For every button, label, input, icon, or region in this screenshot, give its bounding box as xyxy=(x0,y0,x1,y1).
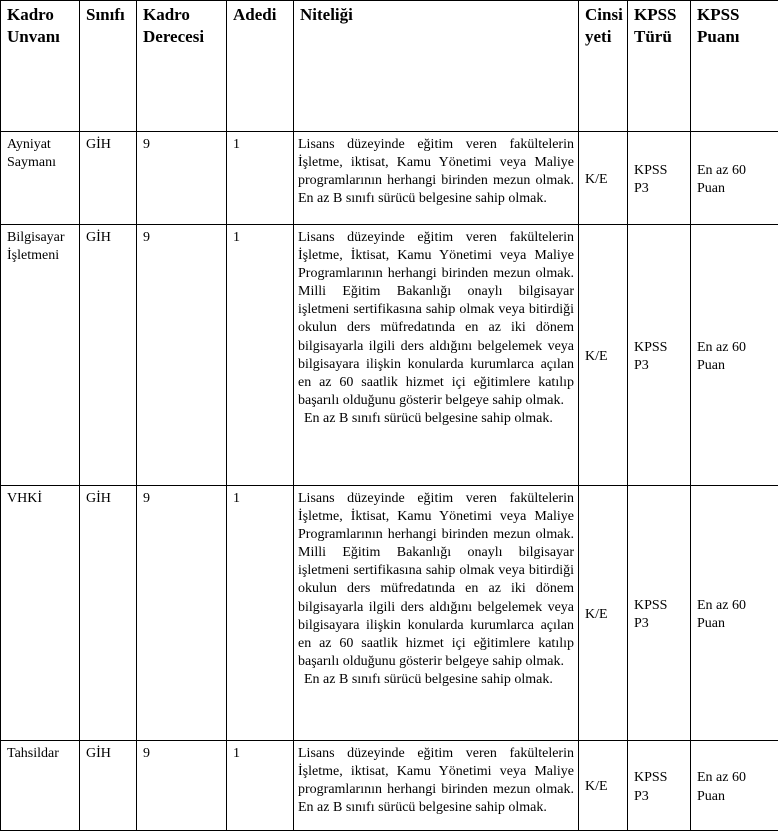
nitelik-paragraph: Lisans düzeyinde eğitim veren fakültelerin İşletme, iktisat, Kamu Yönetimi veya Maliye programlarının herhangi birinden mezun olmak. En az B sınıfı sürücü belgesine sahip olmak. xyxy=(298,746,574,816)
cell-kpss-puani: En az 60 Puan xyxy=(691,741,778,831)
cell-kpss-turu: KPSS P3 xyxy=(628,486,691,741)
cell-sinifi: GİH xyxy=(80,486,137,741)
table-row xyxy=(1,486,778,741)
cell-niteligi xyxy=(294,225,579,486)
cell-cinsiyeti: K/E xyxy=(579,486,628,741)
cell-kpss-puani: En az 60 Puan xyxy=(691,486,778,741)
cell-cinsiyeti: K/E xyxy=(579,225,628,486)
header-sinifi: Sınıfı xyxy=(80,1,137,132)
header-row xyxy=(1,1,778,132)
cell-adedi: 1 xyxy=(227,225,294,486)
cell-niteligi xyxy=(294,486,579,741)
cell-kpss-turu: KPSS P3 xyxy=(628,132,691,225)
cell-sinifi: GİH xyxy=(80,741,137,831)
cell-kadro-unvani: VHKİ xyxy=(1,486,80,741)
header-kpss-turu: KPSS Türü xyxy=(628,1,691,132)
nitelik-paragraph: En az B sınıfı sürücü belgesine sahip olmak. xyxy=(304,410,553,426)
cell-kpss-turu: KPSS P3 xyxy=(628,741,691,831)
cell-sinifi: GİH xyxy=(80,132,137,225)
nitelik-paragraph: Lisans düzeyinde eğitim veren fakültelerin İşletme, İktisat, Kamu Yönetimi veya Maliye Programlarının herhangi birinden mezun olmak. Milli Eğitim Bakanlığı onaylı bilgisayar işletmeni sertifikasına sahip olmak veya bitirdiği okulun ders müfredatında en az iki dönem bilgisayarla ilgili ders aldığını belgelemek veya bilgisayara ilişkin konularda kurumlarca açılan en az 60 saatlik hizmet içi eğitimlere katılıp başarılı olduğunu gösterir belgeye sahip olmak. xyxy=(298,491,574,669)
nitelik-paragraph: En az B sınıfı sürücü belgesine sahip olmak. xyxy=(304,671,553,687)
nitelik-paragraph: Lisans düzeyinde eğitim veren fakültelerin İşletme, İktisat, Kamu Yönetimi veya Maliye Programlarının herhangi birinden mezun olmak. Milli Eğitim Bakanlığı onaylı bilgisayar işletmeni sertifikasına sahip olmak veya bitirdiği okulun ders müfredatında en az iki dönem bilgisayarla ilgili ders aldığını belgelemek veya bilgisayara ilişkin konularda kurumlarca açılan en az 60 saatlik hizmet içi eğitimlere katılıp başarılı olduğunu gösterir belgeye sahip olmak. xyxy=(298,230,574,408)
cell-kadro-unvani: Bilgisayar İşletmeni xyxy=(1,225,80,486)
header-niteligi: Niteliği xyxy=(294,1,579,132)
cell-sinifi: GİH xyxy=(80,225,137,486)
cell-kpss-puani: En az 60 Puan xyxy=(691,225,778,486)
nitelik-paragraph: Lisans düzeyinde eğitim veren fakültelerin İşletme, iktisat, Kamu Yönetimi veya Maliye programlarının herhangi birinden mezun olmak. En az B sınıfı sürücü belgesine sahip olmak. xyxy=(298,137,574,207)
cell-kadro-unvani: Ayniyat Saymanı xyxy=(1,132,80,225)
table-row xyxy=(1,741,778,831)
header-adedi: Adedi xyxy=(227,1,294,132)
cell-niteligi xyxy=(294,132,579,225)
cell-cinsiyeti: K/E xyxy=(579,741,628,831)
table-row xyxy=(1,225,778,486)
header-kadro-unvani: Kadro Unvanı xyxy=(1,1,80,132)
cell-cinsiyeti: K/E xyxy=(579,132,628,225)
header-kadro-derecesi: Kadro Derecesi xyxy=(137,1,227,132)
cell-niteligi xyxy=(294,741,579,831)
cell-kpss-puani: En az 60 Puan xyxy=(691,132,778,225)
cell-kadro-derecesi: 9 xyxy=(137,741,227,831)
cell-adedi: 1 xyxy=(227,741,294,831)
table-row xyxy=(1,132,778,225)
cell-adedi: 1 xyxy=(227,132,294,225)
cell-kadro-derecesi: 9 xyxy=(137,132,227,225)
cell-kpss-turu: KPSS P3 xyxy=(628,225,691,486)
header-cinsiyeti: Cinsiyeti xyxy=(579,1,628,132)
cell-kadro-derecesi: 9 xyxy=(137,225,227,486)
header-kpss-puani: KPSS Puanı xyxy=(691,1,778,132)
cell-kadro-unvani: Tahsildar xyxy=(1,741,80,831)
cell-adedi: 1 xyxy=(227,486,294,741)
cell-kadro-derecesi: 9 xyxy=(137,486,227,741)
